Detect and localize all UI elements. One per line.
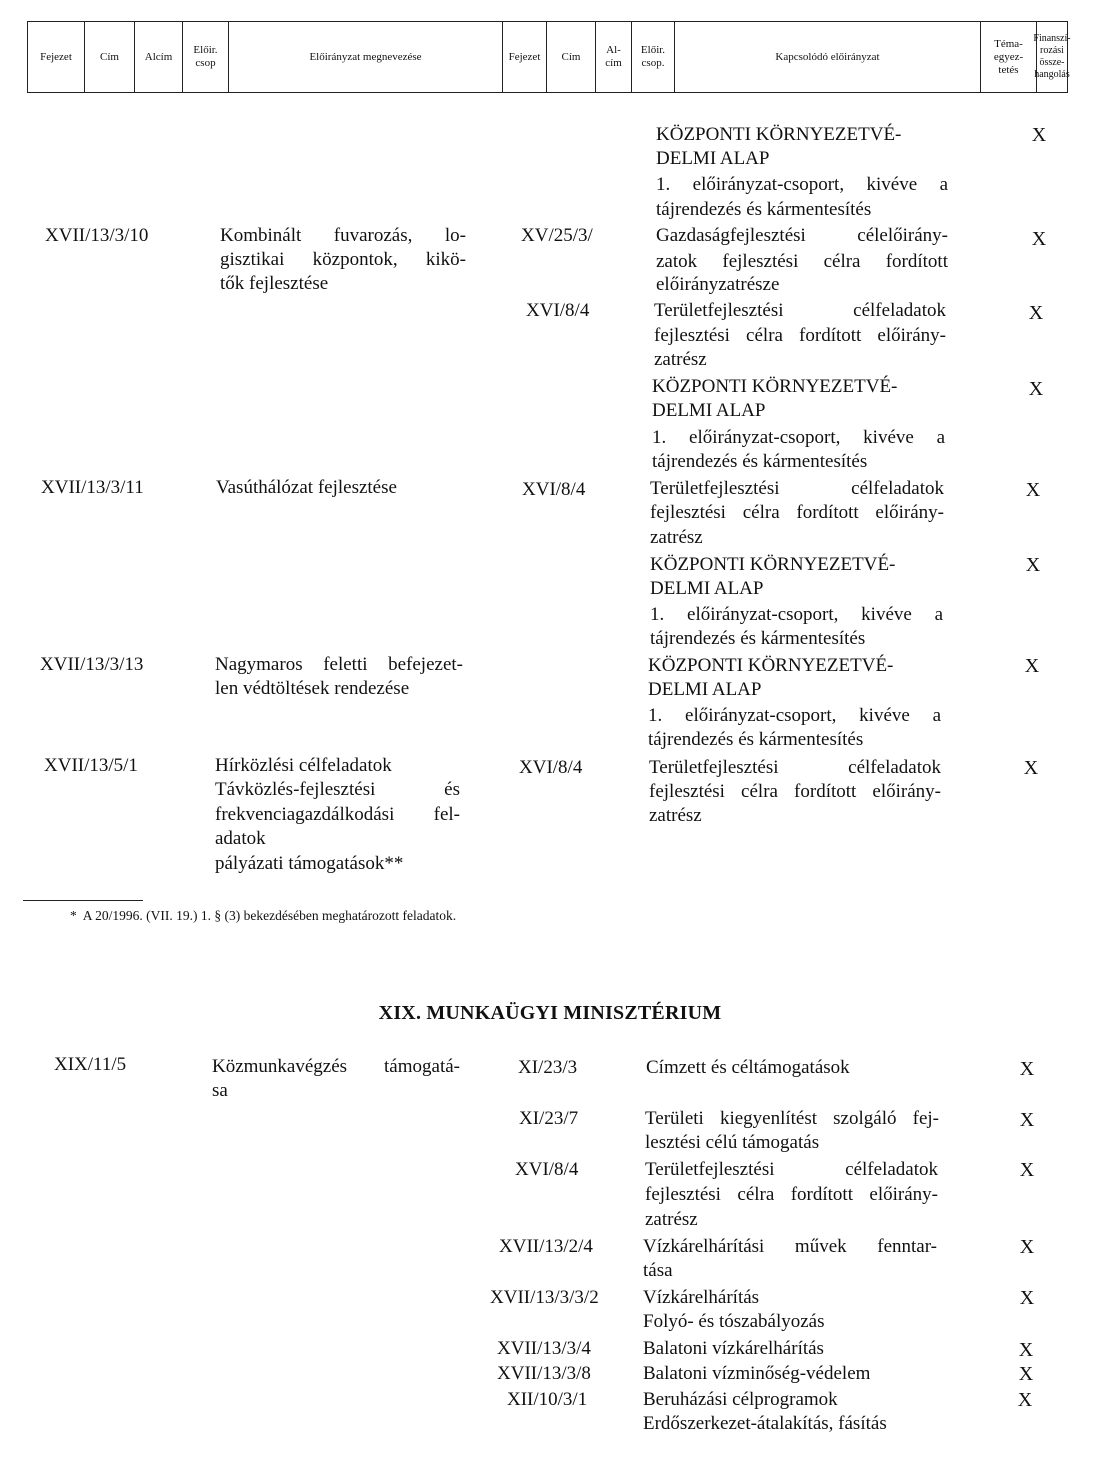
row-name-line: Kombinált fuvarozás, lo- <box>220 225 466 246</box>
finansz-mark: X <box>1019 1159 1035 1181</box>
header-alcim-2: Al- cím <box>596 22 632 92</box>
related-text-line: tájrendezés és kármentesítés <box>656 199 872 220</box>
header-alcim: Alcím <box>135 22 183 92</box>
header-tema-egyeztetes: Téma- egyez- tetés <box>981 22 1037 92</box>
related-text-line: DELMI ALAP <box>648 679 762 700</box>
row-name-line: Közmunkavégzés támogatá- <box>212 1056 460 1077</box>
row-name-line: sa <box>212 1080 228 1101</box>
related-text-line: zatrész <box>649 805 702 826</box>
finansz-mark: X <box>1019 1287 1035 1309</box>
related-text-line: zatrész <box>650 527 703 548</box>
finansz-mark: X <box>1019 1058 1035 1080</box>
footnote-separator <box>23 900 143 901</box>
related-code: XVI/8/4 <box>515 1159 579 1180</box>
row-name-line: pályázati támogatások** <box>215 853 404 874</box>
related-text-line: Folyó- és tószabályozás <box>643 1311 825 1332</box>
finansz-mark: X <box>1024 655 1040 677</box>
row-name-line: adatok <box>215 828 266 849</box>
related-text-line: zatrész <box>654 349 707 370</box>
finansz-mark: X <box>1025 479 1041 501</box>
related-text-line: fejlesztési célra fordított előirány- <box>645 1184 938 1205</box>
related-code: XVI/8/4 <box>519 757 583 778</box>
header-finanszirozasi-osszehangolas: Finanszí- rozási össze- hangolás <box>1033 33 1071 80</box>
related-code: XVII/13/2/4 <box>499 1236 593 1257</box>
header-cim: Cím <box>85 22 135 92</box>
row-name-line: tők fejlesztése <box>220 273 329 294</box>
related-text-line: Címzett és céltámogatások <box>646 1057 850 1078</box>
finansz-mark: X <box>1023 757 1039 779</box>
related-text-line: tájrendezés és kármentesítés <box>652 451 868 472</box>
related-text-line: Beruházási célprogramok <box>643 1389 838 1410</box>
related-text-line: KÖZPONTI KÖRNYEZETVÉ- <box>650 554 896 575</box>
row-code: XVII/13/3/10 <box>45 225 149 246</box>
related-text-line: Területfejlesztési célfeladatok <box>654 300 946 321</box>
row-name-line: Vasúthálózat fejlesztése <box>216 477 397 498</box>
related-text-line: Balatoni vízkárelhárítás <box>643 1338 824 1359</box>
row-name-line: Távközlés-fejlesztési és <box>215 779 460 800</box>
row-code: XIX/11/5 <box>54 1054 127 1075</box>
related-text-line: 1. előirányzat-csoport, kivéve a <box>650 604 943 625</box>
related-text-line: tása <box>643 1260 673 1281</box>
finansz-mark: X <box>1019 1236 1035 1258</box>
related-text-line: zatok fejlesztési célra fordított <box>656 251 948 272</box>
finansz-mark: X <box>1031 124 1047 146</box>
related-text-line: Balatoni vízminőség-védelem <box>643 1363 871 1384</box>
related-text-line: DELMI ALAP <box>656 148 770 169</box>
related-text-line: Területi kiegyenlítést szolgáló fej- <box>645 1108 939 1129</box>
related-code: XII/10/3/1 <box>507 1389 588 1410</box>
row-name-line: len védtöltések rendezése <box>215 678 410 699</box>
related-text-line: előirányzatrésze <box>656 274 780 295</box>
header-fejezet: Fejezet <box>28 22 85 92</box>
finansz-mark: X <box>1025 554 1041 576</box>
row-name-line: gisztikai központok, kikö- <box>220 249 466 270</box>
related-text-line: Vízkárelhárítás <box>643 1287 760 1308</box>
finansz-mark: X <box>1028 302 1044 324</box>
header-eloir-csop: Előir. csop <box>183 22 229 92</box>
related-text-line: Területfejlesztési célfeladatok <box>649 757 941 778</box>
header-eloir-csop-2: Előir. csop. <box>632 22 675 92</box>
finansz-mark: X <box>1017 1389 1033 1411</box>
column-header-table <box>27 21 1071 93</box>
related-text-line: zatrész <box>645 1209 698 1230</box>
related-text-line: 1. előirányzat-csoport, kivéve a <box>652 427 945 448</box>
row-code: XVII/13/3/13 <box>40 654 144 675</box>
related-text-line: 1. előirányzat-csoport, kivéve a <box>656 174 948 195</box>
related-text-line: Vízkárelhárítási művek fenntar- <box>643 1236 937 1257</box>
related-code: XI/23/3 <box>518 1057 578 1078</box>
row-name-line: Hírközlési célfeladatok <box>215 755 392 776</box>
related-text-line: lesztési célú támogatás <box>645 1132 820 1153</box>
header-kapcsolodo-eloiranyzat: Kapcsolódó előirányzat <box>675 22 981 92</box>
section-title: XIX. MUNKAÜGYI MINISZTÉRIUM <box>378 1002 722 1024</box>
row-name-line: Nagymaros feletti befejezet- <box>215 654 463 675</box>
related-text-line: fejlesztési célra fordított előirány- <box>654 325 946 346</box>
related-text-line: KÖZPONTI KÖRNYEZETVÉ- <box>656 124 902 145</box>
related-text-line: fejlesztési célra fordított előirány- <box>650 502 944 523</box>
related-code: XV/25/3/ <box>521 225 593 246</box>
related-text-line: KÖZPONTI KÖRNYEZETVÉ- <box>648 655 894 676</box>
header-fejezet-2: Fejezet <box>503 22 547 92</box>
related-text-line: fejlesztési célra fordított előirány- <box>649 781 941 802</box>
header-eloiranyzat-megnevezese: Előirányzat megnevezése <box>229 22 503 92</box>
related-text-line: Gazdaságfejlesztési célelőirány- <box>656 225 948 246</box>
related-text-line: tájrendezés és kármentesítés <box>650 628 866 649</box>
row-name-line: frekvenciagazdálkodási fel- <box>215 804 460 825</box>
related-code: XVI/8/4 <box>526 300 590 321</box>
row-code: XVII/13/3/11 <box>41 477 144 498</box>
finansz-mark: X <box>1028 378 1044 400</box>
related-text-line: DELMI ALAP <box>652 400 766 421</box>
related-text-line: Erdőszerkezet-átalakítás, fásítás <box>643 1413 887 1434</box>
finansz-mark: X <box>1019 1109 1035 1131</box>
finansz-mark: X <box>1018 1363 1034 1385</box>
related-code: XI/23/7 <box>519 1108 579 1129</box>
related-code: XVI/8/4 <box>522 479 586 500</box>
finansz-mark: X <box>1018 1339 1034 1361</box>
header-cim-2: Cím <box>547 22 596 92</box>
related-code: XVII/13/3/8 <box>497 1363 591 1384</box>
finansz-mark: X <box>1031 228 1047 250</box>
footnote: * A 20/1996. (VII. 19.) 1. § (3) bekezdésében meghatározott feladatok. <box>70 908 457 923</box>
related-text-line: Területfejlesztési célfeladatok <box>645 1159 938 1180</box>
related-text-line: tájrendezés és kármentesítés <box>648 729 864 750</box>
row-code: XVII/13/5/1 <box>44 755 138 776</box>
related-text-line: Területfejlesztési célfeladatok <box>650 478 944 499</box>
related-code: XVII/13/3/4 <box>497 1338 591 1359</box>
related-text-line: 1. előirányzat-csoport, kivéve a <box>648 705 941 726</box>
related-code: XVII/13/3/3/2 <box>490 1287 599 1308</box>
related-text-line: KÖZPONTI KÖRNYEZETVÉ- <box>652 376 898 397</box>
related-text-line: DELMI ALAP <box>650 578 764 599</box>
